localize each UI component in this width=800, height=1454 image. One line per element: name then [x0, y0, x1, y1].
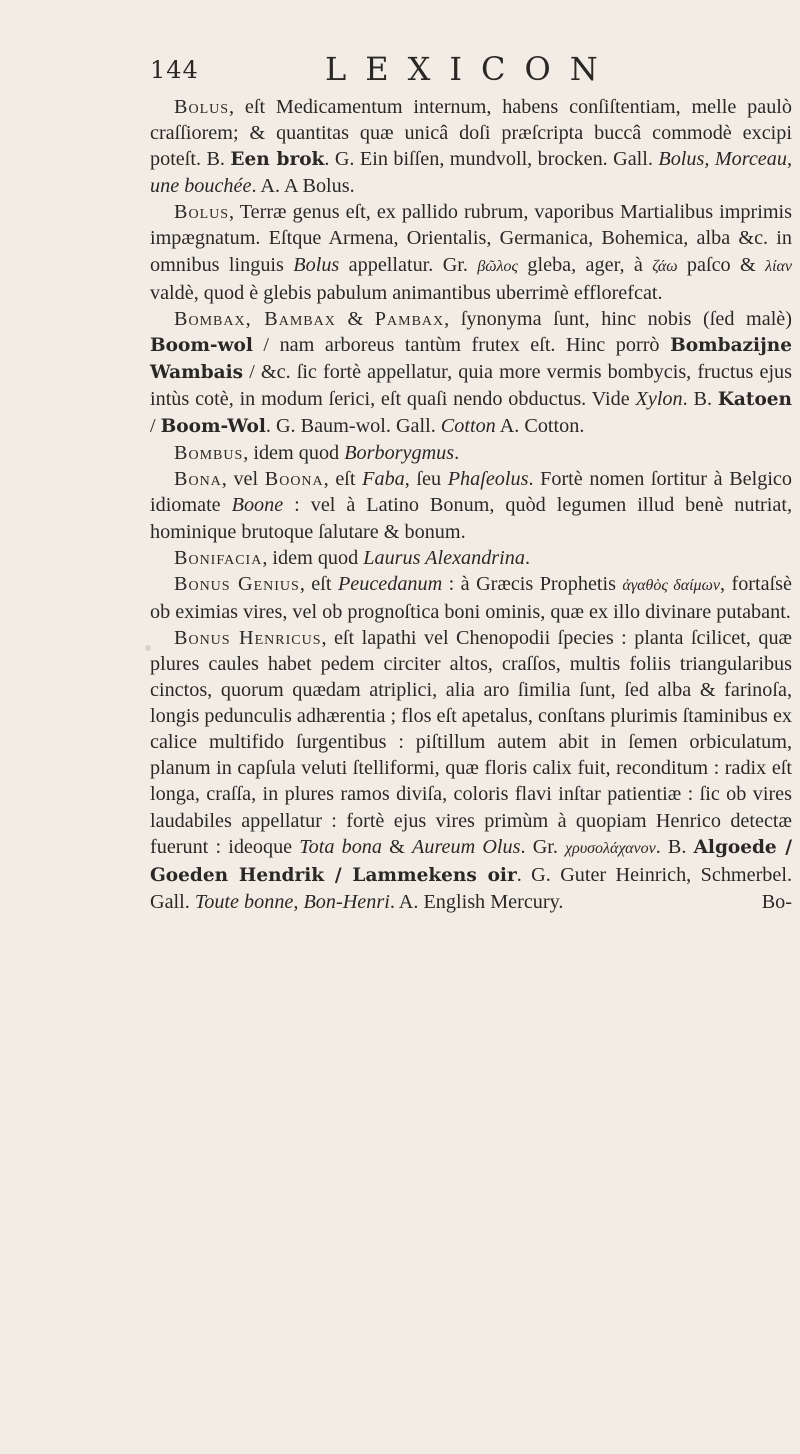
- vernacular-term: Boom-wol: [150, 334, 253, 356]
- greek-term: ζάω: [652, 257, 678, 275]
- entry-text: &: [381, 835, 413, 858]
- entry-bonus-genius: [150, 571, 792, 625]
- headword: Bolus: [174, 201, 230, 224]
- entry-bolus-2: [150, 199, 792, 305]
- entry-text: , eſt Medicamentum internum, habens conſiſtentiam, melle paulò craſſiorem; & quantitas quæ unicâ doſi præſcripta buccâ commodè excipi poteſt. B.: [150, 96, 792, 171]
- headword: Bolus: [174, 96, 230, 118]
- entry-text: . G. Baum-wol. Gall.: [265, 415, 441, 438]
- entry-text: paſco &: [677, 253, 766, 276]
- italic-term: Borborygmus: [344, 442, 455, 465]
- vernacular-term: Boom-Wol: [160, 416, 266, 438]
- vernacular-term: Bombazijne Wambais: [150, 334, 792, 383]
- italic-term: Peucedanum: [337, 572, 443, 595]
- italic-term: Tota bona: [299, 835, 382, 858]
- greek-term: βῶλος: [477, 257, 519, 275]
- entry-text: , vel: [221, 468, 265, 491]
- entry-text: , eſt: [299, 572, 338, 595]
- entry-text: , fortaſsè ob eximias vires, vel ob prognoſtica boni ominis, quæ ex illo divinare putabant.: [150, 572, 793, 623]
- entry-text: &: [335, 307, 375, 330]
- headword: Bombus: [174, 442, 244, 465]
- headword: Boona: [264, 468, 324, 491]
- entry-bona: [150, 466, 792, 544]
- entry-bombus: [150, 440, 792, 466]
- entry-text: : vel à Latino Bonum, quòd legumen illud benè nutriat, hominique brutoque ſalutare & bonum.: [150, 494, 792, 543]
- entry-text: , ſeu: [404, 468, 448, 491]
- entry-text: /: [150, 415, 161, 438]
- paper-blemish: [145, 645, 151, 651]
- entry-text: , ſynonyma ſunt, hinc nobis (ſed malè): [444, 307, 792, 330]
- entry-text: : à Græcis Prophetis: [442, 572, 623, 595]
- entry-bombax: [150, 306, 792, 440]
- entry-text: .: [454, 442, 460, 465]
- italic-term: Phaſeolus: [447, 468, 529, 491]
- entry-text: . G. Ein biſſen, mundvoll, brocken. Gall.: [324, 148, 659, 171]
- greek-term: ἀγαθὸς δαίμων: [622, 576, 720, 594]
- entry-text: A. Cotton.: [495, 415, 585, 438]
- entry-text: / &c. ſic fortè appellatur, quia more vermis bombycis, fructus ejus intùs cotè, in modum ſerici, eſt quaſi nendo obductus. Vide: [150, 360, 792, 411]
- italic-term: Xylon: [635, 388, 683, 411]
- entry-text: . Gr.: [520, 835, 566, 858]
- entry-text: , Terræ genus eſt, ex pallido rubrum, vaporibus Martialibus imprimis impægnatum. Eſtque Armena, Orientalis, Germanica, Bohemica, alba &c. in omnibus linguis: [150, 201, 792, 276]
- entry-text: .: [524, 546, 531, 569]
- page-number: 144: [150, 56, 199, 84]
- headword: Bombax, Bambax: [174, 307, 336, 330]
- entry-text: , eſt lapathi vel Chenopodii ſpecies : planta ſcilicet, quæ plures caules habet pedem circiter altos, craſſos, multis foliis triangularibus cinctos, quorum quædam atriplici, alia aro ſimilia ſunt, ſed alba & farinoſa, longis pedunculis adhærentia ; flos eſt apetalus, conſtans plurimis ſtaminibus ex calice multifido ſurgentibus : piſtillum autem abit in ſemen orbiculatum, planum in capſula veluti ſtelliformi, quæ floris calix fuit, reconditum : radix eſt longa, craſſa, in plures ramos diviſa, coloris flavi inſtar patientiæ : ſic ob vires laudabiles appellatur : fortè ejus vires primùm à quopiam Henrico detectæ fuerunt : ideoque: [150, 626, 792, 858]
- headword: Bona: [174, 468, 222, 491]
- italic-term: Aureum Olus: [412, 835, 521, 858]
- entry-text: . Fortè nomen ſortitur à Belgico idiomate: [150, 468, 792, 517]
- entry-text: valdè, quod è glebis pabulum animantibus uberrimè efflorefcat.: [150, 281, 663, 304]
- entry-text: / nam arboreus tantùm frutex eſt. Hinc porrò: [252, 333, 671, 356]
- entry-text: . G. Guter Heinrich, Schmerbel. Gall.: [150, 863, 793, 913]
- italic-term: Faba: [362, 468, 405, 491]
- entry-text: , idem quod: [262, 546, 364, 569]
- entry-text: . B.: [682, 388, 718, 411]
- entry-text: gleba, ager, à: [518, 253, 653, 276]
- vernacular-term: Een brok: [230, 149, 325, 171]
- entry-text: . A. English Mercury.: [389, 890, 564, 913]
- italic-term: Bolus, Morceau, une bouchée: [150, 148, 793, 198]
- italic-term: Boone: [231, 494, 284, 517]
- entry-bolus-1: [150, 94, 792, 199]
- running-title: LEXICON: [325, 50, 617, 88]
- vernacular-term: Katoen: [717, 389, 792, 411]
- page-header: [0, 50, 800, 90]
- entry-text: . A. A Bolus.: [251, 175, 355, 198]
- entry-text: appellatur. Gr.: [339, 253, 478, 276]
- catchword: Bo-: [761, 890, 792, 913]
- italic-term: Cotton: [440, 415, 496, 438]
- headword: Bonifacia: [174, 546, 263, 569]
- italic-term: Bolus: [293, 253, 340, 276]
- italic-term: Toute bonne, Bon-Henri: [194, 890, 390, 913]
- vernacular-term: Algoede / Goeden Hendrik / Lammekens oir: [150, 836, 793, 886]
- greek-term: χρυσολάχανον: [565, 839, 656, 857]
- entry-text: , idem quod: [243, 442, 345, 465]
- headword: Bonus Genius: [174, 572, 300, 595]
- entry-text: , eſt: [323, 468, 363, 491]
- greek-term: λίαν: [765, 257, 793, 275]
- entry-bonifacia: [150, 545, 792, 571]
- headword: Pambax: [374, 307, 445, 330]
- headword: Bonus Henricus: [174, 626, 322, 649]
- entry-bonus-henricus: [150, 625, 792, 915]
- italic-term: Laurus Alexandrina: [363, 546, 525, 569]
- lexicon-text-column: [150, 94, 792, 915]
- entry-text: . B.: [655, 835, 694, 858]
